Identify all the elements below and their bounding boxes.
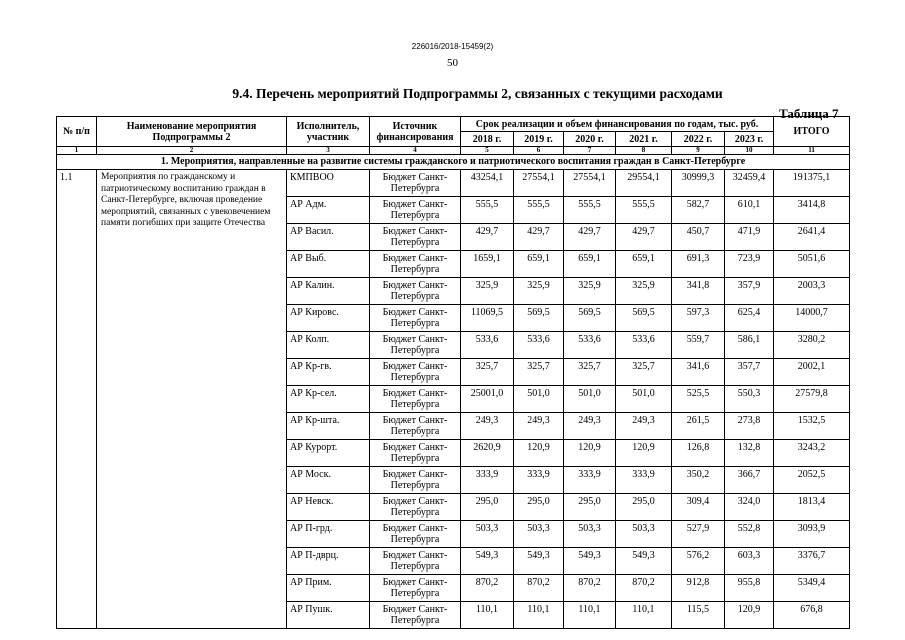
section-title: 1. Мероприятия, направленные на развитие системы гражданского и патриотического воспитания граждан в Санкт-Петербурге — [57, 155, 850, 170]
amount-cell: 333,9 — [461, 467, 514, 494]
header-year: 2018 г. — [461, 132, 514, 147]
column-number: 5 — [461, 147, 514, 155]
table-row — [57, 170, 850, 197]
amount-cell: 110,1 — [616, 602, 672, 629]
amount-cell: 723,9 — [725, 251, 774, 278]
amount-cell: 357,7 — [725, 359, 774, 386]
executor-cell: АР Невск. — [287, 494, 370, 521]
financing-table — [56, 116, 850, 629]
amount-cell: 533,6 — [616, 332, 672, 359]
amount-cell: 625,4 — [725, 305, 774, 332]
amount-cell: 295,0 — [564, 494, 616, 521]
amount-cell: 325,9 — [461, 278, 514, 305]
amount-cell: 870,2 — [564, 575, 616, 602]
amount-cell: 333,9 — [564, 467, 616, 494]
amount-cell: 249,3 — [461, 413, 514, 440]
amount-cell: 366,7 — [725, 467, 774, 494]
executor-cell: АР Кр-шта. — [287, 413, 370, 440]
total-cell: 27579,8 — [774, 386, 850, 413]
amount-cell: 501,0 — [616, 386, 672, 413]
amount-cell: 324,0 — [725, 494, 774, 521]
amount-cell: 533,6 — [564, 332, 616, 359]
amount-cell: 249,3 — [616, 413, 672, 440]
header-period: Срок реализации и объем финансирования по годам, тыс. руб. — [461, 117, 774, 132]
amount-cell: 549,3 — [564, 548, 616, 575]
total-cell: 1813,4 — [774, 494, 850, 521]
activity-code: 1.1 — [57, 170, 97, 629]
total-cell: 2003,3 — [774, 278, 850, 305]
table-label: Таблица 7 — [779, 106, 839, 121]
executor-cell: АР Выб. — [287, 251, 370, 278]
amount-cell: 120,9 — [725, 602, 774, 629]
amount-cell: 115,5 — [672, 602, 725, 629]
source-cell: Бюджет Санкт-Петербурга — [370, 548, 461, 575]
amount-cell: 325,7 — [564, 359, 616, 386]
amount-cell: 501,0 — [564, 386, 616, 413]
amount-cell: 333,9 — [616, 467, 672, 494]
header-year: 2019 г. — [514, 132, 564, 147]
amount-cell: 533,6 — [461, 332, 514, 359]
amount-cell: 870,2 — [514, 575, 564, 602]
source-cell: Бюджет Санкт-Петербурга — [370, 440, 461, 467]
amount-cell: 569,5 — [564, 305, 616, 332]
amount-cell: 341,6 — [672, 359, 725, 386]
column-number: 4 — [370, 147, 461, 155]
amount-cell: 555,5 — [564, 197, 616, 224]
column-number: 9 — [672, 147, 725, 155]
amount-cell: 261,5 — [672, 413, 725, 440]
amount-cell: 350,2 — [672, 467, 725, 494]
source-cell: Бюджет Санкт-Петербурга — [370, 332, 461, 359]
amount-cell: 552,8 — [725, 521, 774, 548]
executor-cell: АР П-грд. — [287, 521, 370, 548]
column-number: 1 — [57, 147, 97, 155]
source-cell: Бюджет Санкт-Петербурга — [370, 575, 461, 602]
amount-cell: 325,9 — [564, 278, 616, 305]
total-cell: 191375,1 — [774, 170, 850, 197]
header-no: № п/п — [57, 117, 97, 147]
header-total: ИТОГО — [774, 117, 850, 147]
total-cell: 2052,5 — [774, 467, 850, 494]
amount-cell: 295,0 — [514, 494, 564, 521]
amount-cell: 249,3 — [564, 413, 616, 440]
page-number: 50 — [447, 57, 458, 69]
amount-cell: 569,5 — [514, 305, 564, 332]
amount-cell: 597,3 — [672, 305, 725, 332]
amount-cell: 555,5 — [461, 197, 514, 224]
amount-cell: 659,1 — [564, 251, 616, 278]
amount-cell: 955,8 — [725, 575, 774, 602]
amount-cell: 549,3 — [616, 548, 672, 575]
column-number: 6 — [514, 147, 564, 155]
amount-cell: 11069,5 — [461, 305, 514, 332]
executor-cell: АР Колп. — [287, 332, 370, 359]
executor-cell: АР Кр-сел. — [287, 386, 370, 413]
amount-cell: 429,7 — [564, 224, 616, 251]
column-number: 7 — [564, 147, 616, 155]
amount-cell: 533,6 — [514, 332, 564, 359]
source-cell: Бюджет Санкт-Петербурга — [370, 251, 461, 278]
total-cell: 676,8 — [774, 602, 850, 629]
source-cell: Бюджет Санкт-Петербурга — [370, 224, 461, 251]
source-cell: Бюджет Санкт-Петербурга — [370, 521, 461, 548]
amount-cell: 870,2 — [461, 575, 514, 602]
total-cell: 14000,7 — [774, 305, 850, 332]
column-number: 3 — [287, 147, 370, 155]
header-year: 2023 г. — [725, 132, 774, 147]
executor-cell: АР Курорт. — [287, 440, 370, 467]
column-number: 10 — [725, 147, 774, 155]
amount-cell: 126,8 — [672, 440, 725, 467]
source-cell: Бюджет Санкт-Петербурга — [370, 170, 461, 197]
total-cell: 1532,5 — [774, 413, 850, 440]
amount-cell: 43254,1 — [461, 170, 514, 197]
amount-cell: 325,7 — [616, 359, 672, 386]
amount-cell: 429,7 — [616, 224, 672, 251]
amount-cell: 912,8 — [672, 575, 725, 602]
column-number: 2 — [97, 147, 287, 155]
amount-cell: 120,9 — [616, 440, 672, 467]
amount-cell: 429,7 — [514, 224, 564, 251]
table-body — [57, 170, 850, 629]
amount-cell: 110,1 — [564, 602, 616, 629]
amount-cell: 429,7 — [461, 224, 514, 251]
source-cell: Бюджет Санкт-Петербурга — [370, 413, 461, 440]
amount-cell: 120,9 — [564, 440, 616, 467]
amount-cell: 503,3 — [616, 521, 672, 548]
total-cell: 3376,7 — [774, 548, 850, 575]
amount-cell: 576,2 — [672, 548, 725, 575]
total-cell: 5349,4 — [774, 575, 850, 602]
amount-cell: 501,0 — [514, 386, 564, 413]
amount-cell: 1659,1 — [461, 251, 514, 278]
amount-cell: 325,7 — [461, 359, 514, 386]
header-year: 2021 г. — [616, 132, 672, 147]
amount-cell: 325,7 — [514, 359, 564, 386]
amount-cell: 32459,4 — [725, 170, 774, 197]
header-year: 2022 г. — [672, 132, 725, 147]
total-cell: 5051,6 — [774, 251, 850, 278]
executor-cell: АР Калин. — [287, 278, 370, 305]
page-title: 9.4. Перечень мероприятий Подпрограммы 2, связанных с текущими расходами — [232, 86, 723, 101]
executor-cell: АР Кр-гв. — [287, 359, 370, 386]
amount-cell: 603,3 — [725, 548, 774, 575]
amount-cell: 555,5 — [514, 197, 564, 224]
amount-cell: 550,3 — [725, 386, 774, 413]
header-name: Наименование мероприятия Подпрограммы 2 — [97, 117, 287, 147]
amount-cell: 273,8 — [725, 413, 774, 440]
executor-cell: АР Кировс. — [287, 305, 370, 332]
source-cell: Бюджет Санкт-Петербурга — [370, 197, 461, 224]
source-cell: Бюджет Санкт-Петербурга — [370, 494, 461, 521]
amount-cell: 309,4 — [672, 494, 725, 521]
amount-cell: 27554,1 — [564, 170, 616, 197]
header-source: Источник финансирования — [370, 117, 461, 147]
column-number: 8 — [616, 147, 672, 155]
amount-cell: 325,9 — [514, 278, 564, 305]
amount-cell: 110,1 — [461, 602, 514, 629]
amount-cell: 549,3 — [514, 548, 564, 575]
source-cell: Бюджет Санкт-Петербурга — [370, 278, 461, 305]
executor-cell: КМПВОО — [287, 170, 370, 197]
amount-cell: 549,3 — [461, 548, 514, 575]
amount-cell: 341,8 — [672, 278, 725, 305]
amount-cell: 27554,1 — [514, 170, 564, 197]
amount-cell: 555,5 — [616, 197, 672, 224]
amount-cell: 559,7 — [672, 332, 725, 359]
amount-cell: 659,1 — [514, 251, 564, 278]
amount-cell: 249,3 — [514, 413, 564, 440]
amount-cell: 659,1 — [616, 251, 672, 278]
total-cell: 3243,2 — [774, 440, 850, 467]
amount-cell: 30999,3 — [672, 170, 725, 197]
amount-cell: 586,1 — [725, 332, 774, 359]
amount-cell: 110,1 — [514, 602, 564, 629]
amount-cell: 569,5 — [616, 305, 672, 332]
source-cell: Бюджет Санкт-Петербурга — [370, 359, 461, 386]
amount-cell: 29554,1 — [616, 170, 672, 197]
amount-cell: 120,9 — [514, 440, 564, 467]
amount-cell: 450,7 — [672, 224, 725, 251]
column-number: 11 — [774, 147, 850, 155]
amount-cell: 610,1 — [725, 197, 774, 224]
amount-cell: 357,9 — [725, 278, 774, 305]
executor-cell: АР Прим. — [287, 575, 370, 602]
total-cell: 3093,9 — [774, 521, 850, 548]
amount-cell: 503,3 — [514, 521, 564, 548]
amount-cell: 503,3 — [461, 521, 514, 548]
amount-cell: 525,5 — [672, 386, 725, 413]
executor-cell: АР Пушк. — [287, 602, 370, 629]
total-cell: 2641,4 — [774, 224, 850, 251]
amount-cell: 870,2 — [616, 575, 672, 602]
header-executor: Исполнитель, участник — [287, 117, 370, 147]
amount-cell: 2620,9 — [461, 440, 514, 467]
executor-cell: АР П-дврц. — [287, 548, 370, 575]
activity-name: Мероприятия по гражданскому и патриотическому воспитанию граждан в Санкт-Петербурге, включая проведение мероприятий, связанных с увековечением памяти погибших при защите Отечества — [97, 170, 287, 629]
amount-cell: 295,0 — [616, 494, 672, 521]
source-cell: Бюджет Санкт-Петербурга — [370, 305, 461, 332]
source-cell: Бюджет Санкт-Петербурга — [370, 467, 461, 494]
executor-cell: АР Васил. — [287, 224, 370, 251]
amount-cell: 25001,0 — [461, 386, 514, 413]
amount-cell: 503,3 — [564, 521, 616, 548]
amount-cell: 132,8 — [725, 440, 774, 467]
total-cell: 2002,1 — [774, 359, 850, 386]
amount-cell: 325,9 — [616, 278, 672, 305]
amount-cell: 527,9 — [672, 521, 725, 548]
executor-cell: АР Адм. — [287, 197, 370, 224]
source-cell: Бюджет Санкт-Петербурга — [370, 386, 461, 413]
source-cell: Бюджет Санкт-Петербурга — [370, 602, 461, 629]
amount-cell: 471,9 — [725, 224, 774, 251]
header-year: 2020 г. — [564, 132, 616, 147]
document-id: 226016/2018-15459(2) — [411, 42, 494, 51]
amount-cell: 582,7 — [672, 197, 725, 224]
executor-cell: АР Моск. — [287, 467, 370, 494]
total-cell: 3414,8 — [774, 197, 850, 224]
amount-cell: 333,9 — [514, 467, 564, 494]
amount-cell: 691,3 — [672, 251, 725, 278]
amount-cell: 295,0 — [461, 494, 514, 521]
total-cell: 3280,2 — [774, 332, 850, 359]
